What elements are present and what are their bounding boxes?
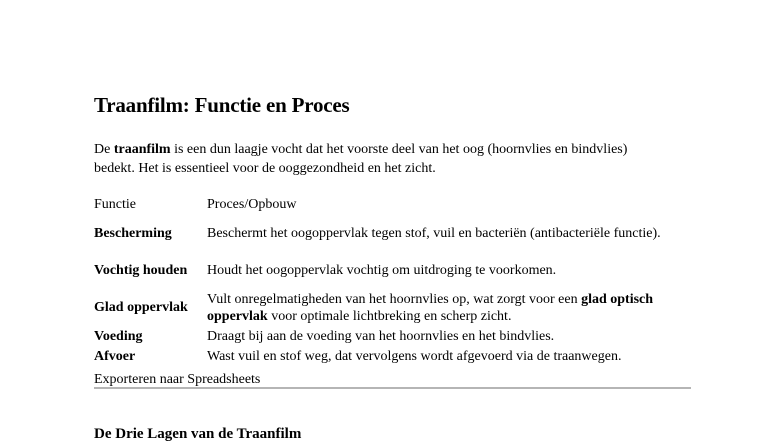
table-row	[92, 346, 692, 366]
header-proces: Proces/Opbouw	[207, 197, 297, 212]
cell-proces: Wast vuil en stof weg, dat vervolgens wordt afgevoerd via de traanwegen.	[207, 348, 622, 364]
cell-functie: Vochtig houden	[94, 263, 188, 278]
table-row	[92, 289, 692, 326]
intro-bold-term: traanfilm	[113, 142, 171, 157]
export-to-sheets-link[interactable]: Exporteren naar Spreadsheets	[94, 372, 261, 387]
section-divider	[94, 387, 691, 389]
cell-proces: Beschermt het oogoppervlak tegen stof, vuil en bacteriën (antibacteriële functie).	[207, 226, 661, 241]
table-row	[92, 252, 692, 289]
cell-proces-bold: glad optisch oppervlak	[207, 291, 654, 324]
cell-proces	[205, 289, 692, 326]
cell-proces-prefix: Vult onregelmatigheden van het hoornvlies op, wat zorgt voor een	[207, 291, 582, 307]
table-row	[92, 326, 692, 346]
table-header-row	[92, 194, 692, 215]
cell-proces: Draagt bij aan de voeding van het hoornvlies en het bindvlies.	[207, 328, 555, 344]
cell-proces: Houdt het oogoppervlak vochtig om uitdroging te voorkomen.	[207, 263, 557, 278]
header-functie: Functie	[94, 197, 136, 212]
table-row	[92, 215, 692, 252]
cell-proces-suffix: voor optimale lichtbreking en scherp zicht.	[267, 308, 512, 324]
intro-suffix: is een dun laagje vocht dat het voorste deel van het oog (hoornvlies en bindvlies) bedekt. Het is essentieel voor de ooggezondheid en het zicht.	[94, 142, 628, 176]
page-title: Traanfilm: Functie en Proces	[94, 93, 350, 117]
cell-functie: Glad oppervlak	[94, 300, 188, 315]
section-heading: De Drie Lagen van de Traanfilm	[94, 426, 302, 442]
cell-functie: Afvoer	[94, 348, 136, 364]
intro-paragraph	[94, 140, 654, 178]
intro-prefix: De	[94, 142, 114, 157]
function-table	[92, 194, 692, 366]
cell-functie: Voeding	[94, 328, 143, 344]
cell-functie: Bescherming	[94, 226, 172, 241]
